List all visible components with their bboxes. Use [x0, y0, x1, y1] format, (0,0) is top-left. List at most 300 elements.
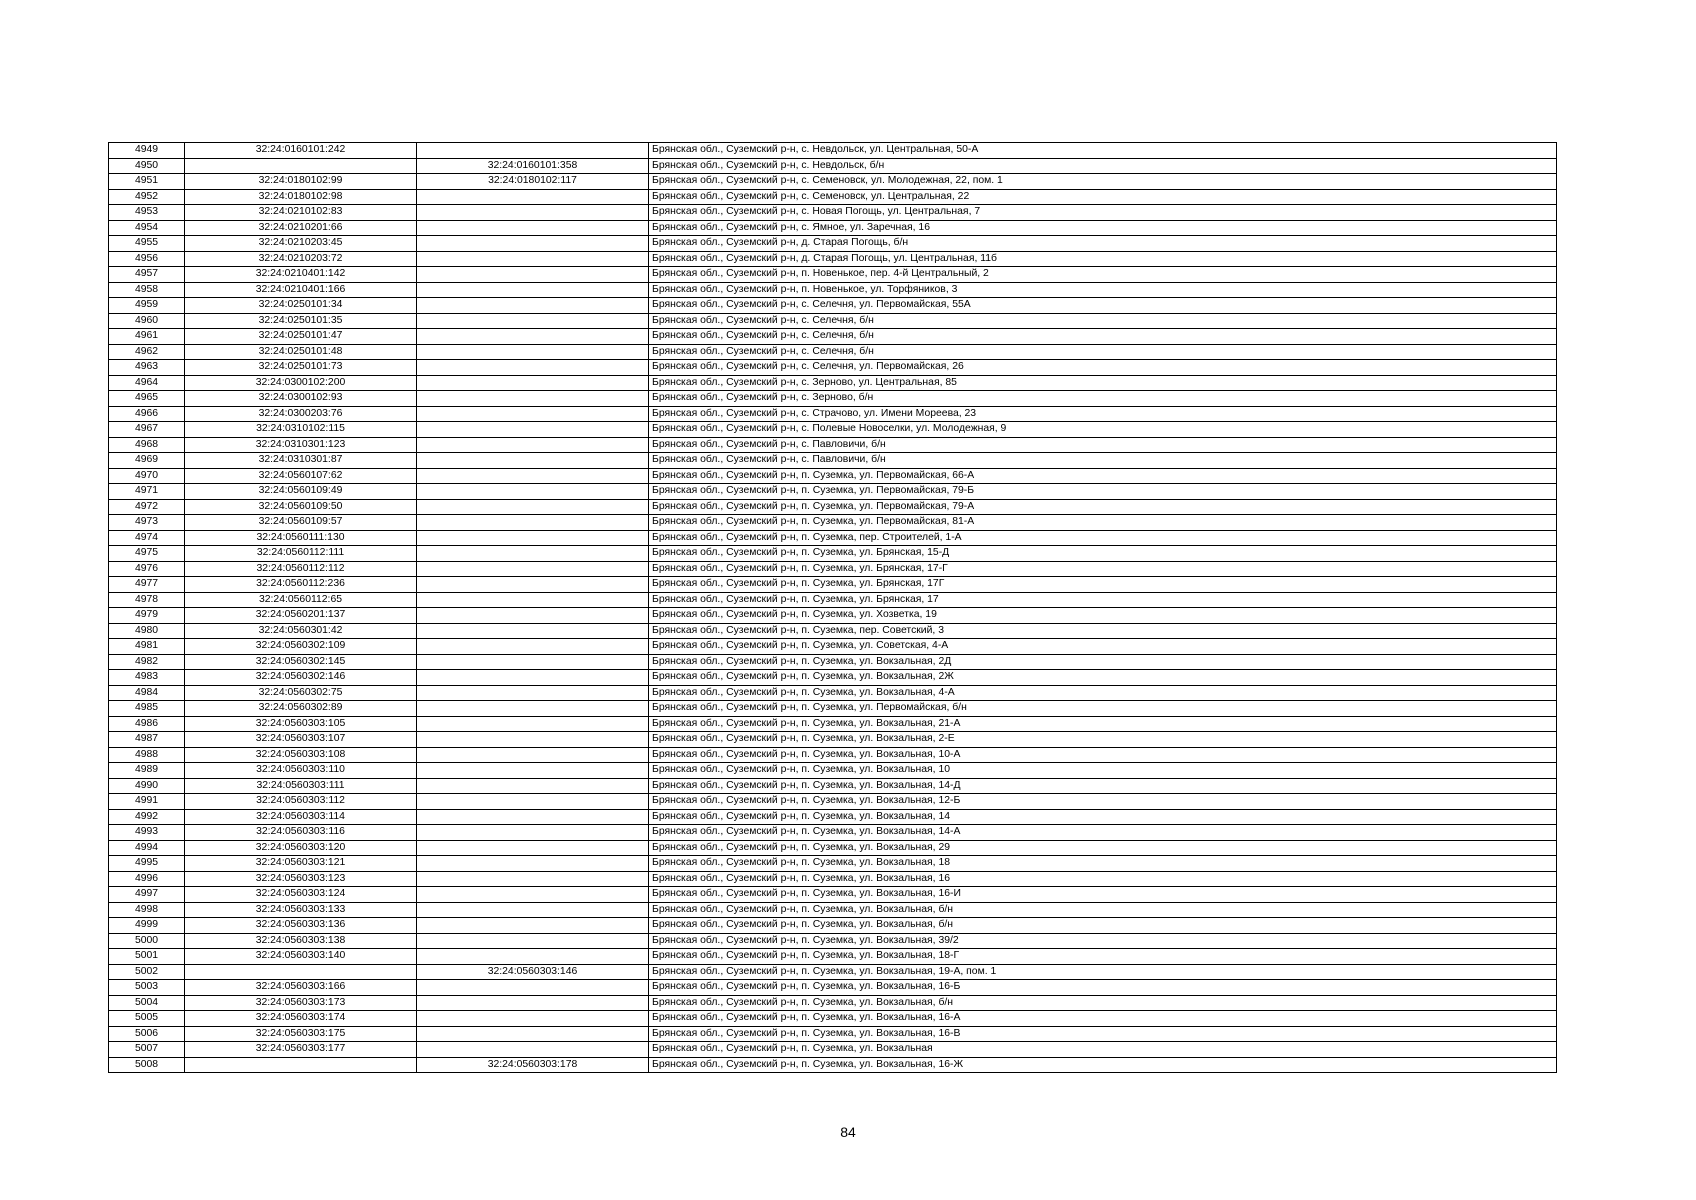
- row-number-cell: 4988: [109, 747, 185, 763]
- row-number-cell: 4975: [109, 546, 185, 562]
- row-number-cell: 5000: [109, 933, 185, 949]
- cadastral-number-cell: [185, 158, 417, 174]
- address-cell: Брянская обл., Суземский р-н, п. Суземка, ул. Вокзальная, 18: [649, 856, 1557, 872]
- second-cadastral-number-cell: [417, 577, 649, 593]
- second-cadastral-number-cell: [417, 933, 649, 949]
- address-cell: Брянская обл., Суземский р-н, п. Суземка, ул. Брянская, 17-Г: [649, 561, 1557, 577]
- cadastral-number-cell: 32:24:0560303:111: [185, 778, 417, 794]
- row-number-cell: 4962: [109, 344, 185, 360]
- second-cadastral-number-cell: [417, 840, 649, 856]
- cadastral-number-cell: 32:24:0560303:108: [185, 747, 417, 763]
- row-number-cell: 5005: [109, 1011, 185, 1027]
- address-cell: Брянская обл., Суземский р-н, п. Суземка, ул. Брянская, 17: [649, 592, 1557, 608]
- second-cadastral-number-cell: [417, 794, 649, 810]
- cadastral-number-cell: 32:24:0560303:140: [185, 949, 417, 965]
- address-cell: Брянская обл., Суземский р-н, п. Суземка, ул. Вокзальная, 19-А, пом. 1: [649, 964, 1557, 980]
- table-row: [109, 701, 1557, 717]
- second-cadastral-number-cell: [417, 1026, 649, 1042]
- address-cell: Брянская обл., Суземский р-н, п. Суземка, ул. Вокзальная, 21-А: [649, 716, 1557, 732]
- second-cadastral-number-cell: [417, 329, 649, 345]
- table-row: [109, 887, 1557, 903]
- cadastral-number-cell: 32:24:0560303:107: [185, 732, 417, 748]
- row-number-cell: 4965: [109, 391, 185, 407]
- table-row: [109, 546, 1557, 562]
- second-cadastral-number-cell: [417, 406, 649, 422]
- cadastral-number-cell: 32:24:0210401:166: [185, 282, 417, 298]
- address-cell: Брянская обл., Суземский р-н, п. Суземка, ул. Вокзальная, б/н: [649, 995, 1557, 1011]
- table-row: [109, 654, 1557, 670]
- row-number-cell: 4999: [109, 918, 185, 934]
- cadastral-number-cell: 32:24:0560303:123: [185, 871, 417, 887]
- row-number-cell: 4974: [109, 530, 185, 546]
- second-cadastral-number-cell: [417, 499, 649, 515]
- cadastral-number-cell: 32:24:0210401:142: [185, 267, 417, 283]
- second-cadastral-number-cell: [417, 670, 649, 686]
- address-cell: Брянская обл., Суземский р-н, с. Ямное, ул. Заречная, 16: [649, 220, 1557, 236]
- second-cadastral-number-cell: [417, 422, 649, 438]
- address-cell: Брянская обл., Суземский р-н, с. Зерново, ул. Центральная, 85: [649, 375, 1557, 391]
- cadastral-number-cell: 32:24:0560303:124: [185, 887, 417, 903]
- table-row: [109, 825, 1557, 841]
- second-cadastral-number-cell: [417, 236, 649, 252]
- row-number-cell: 4972: [109, 499, 185, 515]
- cadastral-number-cell: 32:24:0250101:35: [185, 313, 417, 329]
- second-cadastral-number-cell: [417, 530, 649, 546]
- address-cell: Брянская обл., Суземский р-н, с. Селечня, б/н: [649, 313, 1557, 329]
- second-cadastral-number-cell: [417, 608, 649, 624]
- table-row: [109, 949, 1557, 965]
- cadastral-number-cell: 32:24:0560302:89: [185, 701, 417, 717]
- table-row: [109, 933, 1557, 949]
- cadastral-number-cell: 32:24:0560302:109: [185, 639, 417, 655]
- table-row: [109, 1026, 1557, 1042]
- second-cadastral-number-cell: [417, 887, 649, 903]
- registry-table-body: [109, 143, 1557, 1073]
- address-cell: Брянская обл., Суземский р-н, п. Суземка, ул. Вокзальная, 39/2: [649, 933, 1557, 949]
- second-cadastral-number-cell: [417, 639, 649, 655]
- address-cell: Брянская обл., Суземский р-н, с. Селечня, ул. Первомайская, 55А: [649, 298, 1557, 314]
- second-cadastral-number-cell: [417, 561, 649, 577]
- table-row: [109, 515, 1557, 531]
- row-number-cell: 4991: [109, 794, 185, 810]
- address-cell: Брянская обл., Суземский р-н, п. Суземка, пер. Советский, 3: [649, 623, 1557, 639]
- cadastral-number-cell: 32:24:0180102:99: [185, 174, 417, 190]
- cadastral-number-cell: 32:24:0310301:87: [185, 453, 417, 469]
- address-cell: Брянская обл., Суземский р-н, п. Суземка, пер. Строителей, 1-А: [649, 530, 1557, 546]
- address-cell: Брянская обл., Суземский р-н, с. Селечня, б/н: [649, 344, 1557, 360]
- table-row: [109, 174, 1557, 190]
- cadastral-number-cell: 32:24:0560303:173: [185, 995, 417, 1011]
- table-row: [109, 406, 1557, 422]
- address-cell: Брянская обл., Суземский р-н, с. Семеновск, ул. Молодежная, 22, пом. 1: [649, 174, 1557, 190]
- row-number-cell: 4996: [109, 871, 185, 887]
- cadastral-number-cell: 32:24:0560303:175: [185, 1026, 417, 1042]
- row-number-cell: 4952: [109, 189, 185, 205]
- table-row: [109, 778, 1557, 794]
- address-cell: Брянская обл., Суземский р-н, п. Суземка, ул. Вокзальная, 16-Б: [649, 980, 1557, 996]
- table-row: [109, 143, 1557, 159]
- address-cell: Брянская обл., Суземский р-н, п. Суземка, ул. Вокзальная, 2-Е: [649, 732, 1557, 748]
- second-cadastral-number-cell: [417, 856, 649, 872]
- table-row: [109, 592, 1557, 608]
- row-number-cell: 4957: [109, 267, 185, 283]
- second-cadastral-number-cell: [417, 189, 649, 205]
- second-cadastral-number-cell: [417, 437, 649, 453]
- table-row: [109, 670, 1557, 686]
- address-cell: Брянская обл., Суземский р-н, с. Селечня, ул. Первомайская, 26: [649, 360, 1557, 376]
- row-number-cell: 4977: [109, 577, 185, 593]
- row-number-cell: 4950: [109, 158, 185, 174]
- cadastral-number-cell: 32:24:0560201:137: [185, 608, 417, 624]
- table-row: [109, 1011, 1557, 1027]
- address-cell: Брянская обл., Суземский р-н, с. Зерново, б/н: [649, 391, 1557, 407]
- cadastral-number-cell: 32:24:0560112:236: [185, 577, 417, 593]
- address-cell: Брянская обл., Суземский р-н, с. Страчово, ул. Имени Мореева, 23: [649, 406, 1557, 422]
- address-cell: Брянская обл., Суземский р-н, п. Суземка, ул. Вокзальная, 10-А: [649, 747, 1557, 763]
- second-cadastral-number-cell: [417, 763, 649, 779]
- row-number-cell: 4976: [109, 561, 185, 577]
- row-number-cell: 5008: [109, 1057, 185, 1073]
- table-row: [109, 639, 1557, 655]
- cadastral-number-cell: 32:24:0180102:98: [185, 189, 417, 205]
- second-cadastral-number-cell: [417, 468, 649, 484]
- table-row: [109, 763, 1557, 779]
- address-cell: Брянская обл., Суземский р-н, п. Суземка, ул. Вокзальная, 18-Г: [649, 949, 1557, 965]
- second-cadastral-number-cell: [417, 453, 649, 469]
- table-row: [109, 902, 1557, 918]
- cadastral-number-cell: 32:24:0250101:34: [185, 298, 417, 314]
- table-row: [109, 391, 1557, 407]
- cadastral-number-cell: 32:24:0250101:73: [185, 360, 417, 376]
- cadastral-number-cell: 32:24:0560112:112: [185, 561, 417, 577]
- second-cadastral-number-cell: [417, 949, 649, 965]
- row-number-cell: 4955: [109, 236, 185, 252]
- row-number-cell: 4963: [109, 360, 185, 376]
- address-cell: Брянская обл., Суземский р-н, п. Суземка, ул. Хозветка, 19: [649, 608, 1557, 624]
- cadastral-number-cell: 32:24:0560107:62: [185, 468, 417, 484]
- second-cadastral-number-cell: [417, 1042, 649, 1058]
- row-number-cell: 4959: [109, 298, 185, 314]
- row-number-cell: 4981: [109, 639, 185, 655]
- second-cadastral-number-cell: 32:24:0180102:117: [417, 174, 649, 190]
- second-cadastral-number-cell: [417, 623, 649, 639]
- row-number-cell: 4966: [109, 406, 185, 422]
- address-cell: Брянская обл., Суземский р-н, п. Суземка, ул. Первомайская, 81-А: [649, 515, 1557, 531]
- table-row: [109, 685, 1557, 701]
- table-row: [109, 189, 1557, 205]
- row-number-cell: 4969: [109, 453, 185, 469]
- address-cell: Брянская обл., Суземский р-н, п. Суземка, ул. Первомайская, б/н: [649, 701, 1557, 717]
- table-row: [109, 732, 1557, 748]
- row-number-cell: 4978: [109, 592, 185, 608]
- row-number-cell: 4968: [109, 437, 185, 453]
- second-cadastral-number-cell: [417, 313, 649, 329]
- row-number-cell: 4984: [109, 685, 185, 701]
- second-cadastral-number-cell: [417, 995, 649, 1011]
- row-number-cell: 4986: [109, 716, 185, 732]
- row-number-cell: 4964: [109, 375, 185, 391]
- second-cadastral-number-cell: [417, 654, 649, 670]
- cadastral-number-cell: 32:24:0560303:121: [185, 856, 417, 872]
- table-row: [109, 484, 1557, 500]
- address-cell: Брянская обл., Суземский р-н, п. Суземка, ул. Вокзальная, б/н: [649, 918, 1557, 934]
- address-cell: Брянская обл., Суземский р-н, п. Суземка, ул. Первомайская, 79-Б: [649, 484, 1557, 500]
- second-cadastral-number-cell: [417, 778, 649, 794]
- table-row: [109, 561, 1557, 577]
- table-row: [109, 608, 1557, 624]
- address-cell: Брянская обл., Суземский р-н, п. Суземка, ул. Вокзальная, 29: [649, 840, 1557, 856]
- address-cell: Брянская обл., Суземский р-н, п. Суземка, ул. Первомайская, 66-А: [649, 468, 1557, 484]
- second-cadastral-number-cell: [417, 592, 649, 608]
- row-number-cell: 4983: [109, 670, 185, 686]
- cadastral-number-cell: 32:24:0560112:111: [185, 546, 417, 562]
- address-cell: Брянская обл., Суземский р-н, с. Полевые Новоселки, ул. Молодежная, 9: [649, 422, 1557, 438]
- cadastral-number-cell: 32:24:0560303:116: [185, 825, 417, 841]
- table-row: [109, 437, 1557, 453]
- cadastral-number-cell: 32:24:0560303:105: [185, 716, 417, 732]
- row-number-cell: 4989: [109, 763, 185, 779]
- cadastral-number-cell: 32:24:0560303:110: [185, 763, 417, 779]
- cadastral-number-cell: 32:24:0560303:174: [185, 1011, 417, 1027]
- second-cadastral-number-cell: 32:24:0160101:358: [417, 158, 649, 174]
- second-cadastral-number-cell: [417, 1011, 649, 1027]
- cadastral-number-cell: 32:24:0560302:146: [185, 670, 417, 686]
- cadastral-number-cell: 32:24:0160101:242: [185, 143, 417, 159]
- address-cell: Брянская обл., Суземский р-н, п. Суземка, ул. Вокзальная, 4-А: [649, 685, 1557, 701]
- row-number-cell: 4982: [109, 654, 185, 670]
- table-row: [109, 329, 1557, 345]
- row-number-cell: 4961: [109, 329, 185, 345]
- table-row: [109, 344, 1557, 360]
- cadastral-number-cell: 32:24:0560303:138: [185, 933, 417, 949]
- address-cell: Брянская обл., Суземский р-н, п. Суземка, ул. Вокзальная: [649, 1042, 1557, 1058]
- row-number-cell: 4997: [109, 887, 185, 903]
- table-row: [109, 468, 1557, 484]
- address-cell: Брянская обл., Суземский р-н, с. Невдольск, ул. Центральная, 50-А: [649, 143, 1557, 159]
- address-cell: Брянская обл., Суземский р-н, п. Суземка, ул. Вокзальная, 14: [649, 809, 1557, 825]
- table-row: [109, 980, 1557, 996]
- row-number-cell: 4970: [109, 468, 185, 484]
- page-number: 84: [840, 1124, 856, 1140]
- table-row: [109, 220, 1557, 236]
- table-row: [109, 840, 1557, 856]
- table-row: [109, 375, 1557, 391]
- address-cell: Брянская обл., Суземский р-н, п. Суземка, ул. Первомайская, 79-А: [649, 499, 1557, 515]
- row-number-cell: 5003: [109, 980, 185, 996]
- second-cadastral-number-cell: [417, 205, 649, 221]
- row-number-cell: 4985: [109, 701, 185, 717]
- table-row: [109, 964, 1557, 980]
- second-cadastral-number-cell: [417, 267, 649, 283]
- second-cadastral-number-cell: [417, 747, 649, 763]
- table-row: [109, 1042, 1557, 1058]
- table-row: [109, 360, 1557, 376]
- address-cell: Брянская обл., Суземский р-н, п. Суземка, ул. Вокзальная, 12-Б: [649, 794, 1557, 810]
- address-cell: Брянская обл., Суземский р-н, п. Суземка, ул. Вокзальная, 10: [649, 763, 1557, 779]
- row-number-cell: 4960: [109, 313, 185, 329]
- table-row: [109, 530, 1557, 546]
- cadastral-number-cell: 32:24:0560301:42: [185, 623, 417, 639]
- row-number-cell: 4993: [109, 825, 185, 841]
- table-row: [109, 716, 1557, 732]
- table-row: [109, 205, 1557, 221]
- cadastral-number-cell: 32:24:0210203:72: [185, 251, 417, 267]
- cadastral-number-cell: 32:24:0560303:177: [185, 1042, 417, 1058]
- address-cell: Брянская обл., Суземский р-н, д. Старая Погощь, б/н: [649, 236, 1557, 252]
- row-number-cell: 5001: [109, 949, 185, 965]
- row-number-cell: 4971: [109, 484, 185, 500]
- address-cell: Брянская обл., Суземский р-н, п. Суземка, ул. Советская, 4-А: [649, 639, 1557, 655]
- second-cadastral-number-cell: [417, 220, 649, 236]
- cadastral-number-cell: 32:24:0560111:130: [185, 530, 417, 546]
- row-number-cell: 4951: [109, 174, 185, 190]
- second-cadastral-number-cell: [417, 515, 649, 531]
- registry-table: [108, 142, 1557, 1073]
- address-cell: Брянская обл., Суземский р-н, п. Суземка, ул. Вокзальная, 16-И: [649, 887, 1557, 903]
- cadastral-number-cell: 32:24:0560109:57: [185, 515, 417, 531]
- cadastral-number-cell: 32:24:0560303:112: [185, 794, 417, 810]
- address-cell: Брянская обл., Суземский р-н, п. Суземка, ул. Брянская, 15-Д: [649, 546, 1557, 562]
- cadastral-number-cell: 32:24:0560109:49: [185, 484, 417, 500]
- cadastral-number-cell: 32:24:0210102:83: [185, 205, 417, 221]
- address-cell: Брянская обл., Суземский р-н, п. Суземка, ул. Вокзальная, 16-Ж: [649, 1057, 1557, 1073]
- row-number-cell: 4956: [109, 251, 185, 267]
- second-cadastral-number-cell: [417, 825, 649, 841]
- cadastral-number-cell: 32:24:0560112:65: [185, 592, 417, 608]
- table-row: [109, 267, 1557, 283]
- address-cell: Брянская обл., Суземский р-н, п. Суземка, ул. Вокзальная, б/н: [649, 902, 1557, 918]
- cadastral-number-cell: [185, 1057, 417, 1073]
- table-row: [109, 453, 1557, 469]
- table-row: [109, 747, 1557, 763]
- address-cell: Брянская обл., Суземский р-н, п. Суземка, ул. Вокзальная, 16-А: [649, 1011, 1557, 1027]
- second-cadastral-number-cell: 32:24:0560303:146: [417, 964, 649, 980]
- row-number-cell: 4998: [109, 902, 185, 918]
- second-cadastral-number-cell: [417, 716, 649, 732]
- row-number-cell: 4995: [109, 856, 185, 872]
- table-row: [109, 282, 1557, 298]
- address-cell: Брянская обл., Суземский р-н, с. Семеновск, ул. Центральная, 22: [649, 189, 1557, 205]
- table-row: [109, 251, 1557, 267]
- table-row: [109, 995, 1557, 1011]
- row-number-cell: 5002: [109, 964, 185, 980]
- table-row: [109, 422, 1557, 438]
- cadastral-number-cell: 32:24:0560109:50: [185, 499, 417, 515]
- table-row: [109, 236, 1557, 252]
- address-cell: Брянская обл., Суземский р-н, п. Суземка, ул. Вокзальная, 16: [649, 871, 1557, 887]
- row-number-cell: 5007: [109, 1042, 185, 1058]
- table-row: [109, 856, 1557, 872]
- row-number-cell: 4967: [109, 422, 185, 438]
- row-number-cell: 4980: [109, 623, 185, 639]
- cadastral-number-cell: 32:24:0560303:120: [185, 840, 417, 856]
- cadastral-number-cell: 32:24:0560302:75: [185, 685, 417, 701]
- second-cadastral-number-cell: [417, 344, 649, 360]
- table-row: [109, 809, 1557, 825]
- cadastral-number-cell: 32:24:0210203:45: [185, 236, 417, 252]
- cadastral-number-cell: 32:24:0250101:47: [185, 329, 417, 345]
- row-number-cell: 5006: [109, 1026, 185, 1042]
- address-cell: Брянская обл., Суземский р-н, с. Павловичи, б/н: [649, 453, 1557, 469]
- address-cell: Брянская обл., Суземский р-н, п. Суземка, ул. Вокзальная, 2Д: [649, 654, 1557, 670]
- second-cadastral-number-cell: [417, 298, 649, 314]
- cadastral-number-cell: 32:24:0560303:166: [185, 980, 417, 996]
- second-cadastral-number-cell: [417, 902, 649, 918]
- address-cell: Брянская обл., Суземский р-н, п. Суземка, ул. Вокзальная, 14-А: [649, 825, 1557, 841]
- cadastral-number-cell: 32:24:0300203:76: [185, 406, 417, 422]
- cadastral-number-cell: 32:24:0560303:136: [185, 918, 417, 934]
- row-number-cell: 4958: [109, 282, 185, 298]
- address-cell: Брянская обл., Суземский р-н, п. Новенькое, пер. 4-й Центральный, 2: [649, 267, 1557, 283]
- second-cadastral-number-cell: [417, 282, 649, 298]
- second-cadastral-number-cell: [417, 546, 649, 562]
- second-cadastral-number-cell: [417, 918, 649, 934]
- cadastral-number-cell: 32:24:0310102:115: [185, 422, 417, 438]
- cadastral-number-cell: 32:24:0300102:200: [185, 375, 417, 391]
- address-cell: Брянская обл., Суземский р-н, п. Суземка, ул. Брянская, 17Г: [649, 577, 1557, 593]
- row-number-cell: 5004: [109, 995, 185, 1011]
- table-row: [109, 313, 1557, 329]
- second-cadastral-number-cell: [417, 251, 649, 267]
- row-number-cell: 4987: [109, 732, 185, 748]
- row-number-cell: 4992: [109, 809, 185, 825]
- row-number-cell: 4994: [109, 840, 185, 856]
- second-cadastral-number-cell: [417, 375, 649, 391]
- second-cadastral-number-cell: [417, 701, 649, 717]
- second-cadastral-number-cell: [417, 360, 649, 376]
- address-cell: Брянская обл., Суземский р-н, п. Суземка, ул. Вокзальная, 14-Д: [649, 778, 1557, 794]
- cadastral-number-cell: 32:24:0560303:133: [185, 902, 417, 918]
- row-number-cell: 4973: [109, 515, 185, 531]
- cadastral-number-cell: 32:24:0300102:93: [185, 391, 417, 407]
- table-row: [109, 298, 1557, 314]
- cadastral-number-cell: 32:24:0250101:48: [185, 344, 417, 360]
- cadastral-number-cell: 32:24:0560303:114: [185, 809, 417, 825]
- address-cell: Брянская обл., Суземский р-н, п. Суземка, ул. Вокзальная, 2Ж: [649, 670, 1557, 686]
- cadastral-number-cell: 32:24:0310301:123: [185, 437, 417, 453]
- second-cadastral-number-cell: [417, 685, 649, 701]
- address-cell: Брянская обл., Суземский р-н, д. Старая Погощь, ул. Центральная, 11б: [649, 251, 1557, 267]
- address-cell: Брянская обл., Суземский р-н, с. Павловичи, б/н: [649, 437, 1557, 453]
- second-cadastral-number-cell: 32:24:0560303:178: [417, 1057, 649, 1073]
- second-cadastral-number-cell: [417, 484, 649, 500]
- table-row: [109, 499, 1557, 515]
- table-row: [109, 794, 1557, 810]
- cadastral-number-cell: [185, 964, 417, 980]
- second-cadastral-number-cell: [417, 809, 649, 825]
- table-row: [109, 1057, 1557, 1073]
- cadastral-number-cell: 32:24:0210201:66: [185, 220, 417, 236]
- address-cell: Брянская обл., Суземский р-н, с. Селечня, б/н: [649, 329, 1557, 345]
- row-number-cell: 4990: [109, 778, 185, 794]
- table-row: [109, 623, 1557, 639]
- address-cell: Брянская обл., Суземский р-н, с. Невдольск, б/н: [649, 158, 1557, 174]
- address-cell: Брянская обл., Суземский р-н, п. Новенькое, ул. Торфяников, 3: [649, 282, 1557, 298]
- table-row: [109, 158, 1557, 174]
- second-cadastral-number-cell: [417, 143, 649, 159]
- cadastral-number-cell: 32:24:0560302:145: [185, 654, 417, 670]
- table-row: [109, 918, 1557, 934]
- row-number-cell: 4949: [109, 143, 185, 159]
- second-cadastral-number-cell: [417, 391, 649, 407]
- table-row: [109, 871, 1557, 887]
- second-cadastral-number-cell: [417, 732, 649, 748]
- second-cadastral-number-cell: [417, 871, 649, 887]
- address-cell: Брянская обл., Суземский р-н, с. Новая Погощь, ул. Центральная, 7: [649, 205, 1557, 221]
- second-cadastral-number-cell: [417, 980, 649, 996]
- table-row: [109, 577, 1557, 593]
- row-number-cell: 4954: [109, 220, 185, 236]
